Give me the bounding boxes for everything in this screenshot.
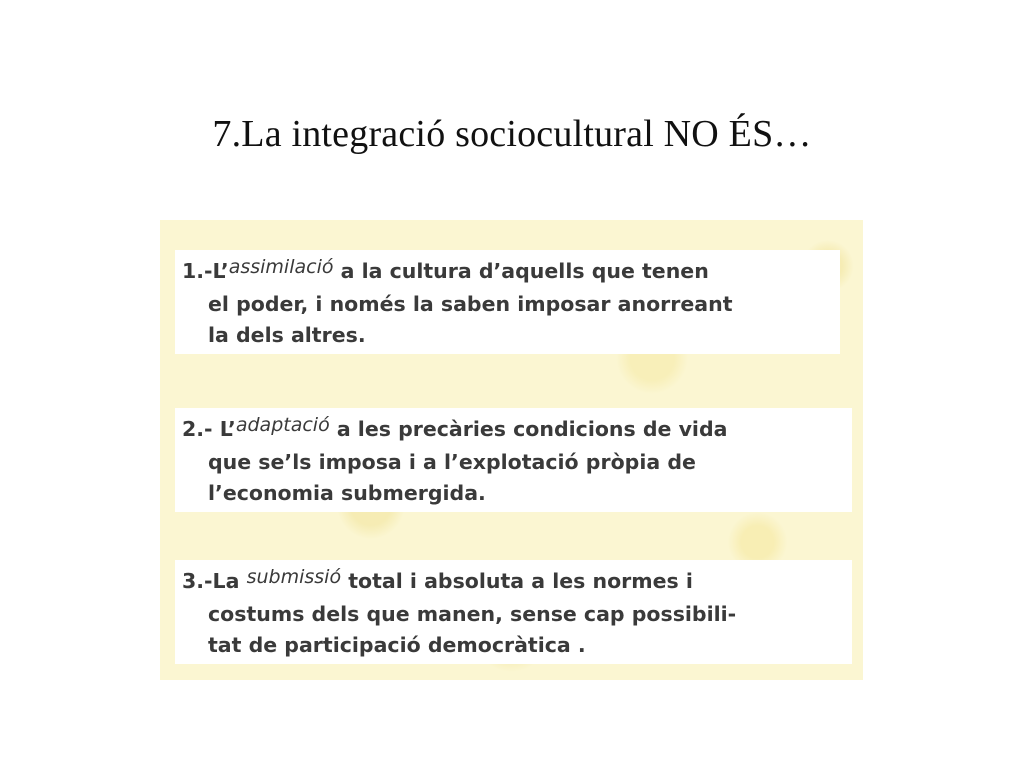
item-line-1 bbox=[182, 566, 852, 599]
item-line-2: que se’ls imposa i a l’explotació pròpia de bbox=[208, 449, 696, 474]
item-line-2: costums dels que manen, sense cap possibili- bbox=[208, 601, 737, 626]
item-line-1 bbox=[182, 256, 840, 289]
item-term: adaptació bbox=[235, 414, 330, 436]
item-line-1 bbox=[182, 414, 852, 447]
list-item-adaptation bbox=[175, 408, 852, 512]
item-line-3: tat de participació democràtica . bbox=[208, 633, 586, 657]
item-prefix: 2.- L’ bbox=[182, 417, 236, 441]
slide-title: 7.La integració sociocultural NO ÉS… bbox=[212, 113, 812, 155]
list-item-assimilation bbox=[175, 250, 840, 354]
content-panel bbox=[160, 220, 863, 680]
item-term: submissió bbox=[246, 566, 342, 588]
item-prefix: 1.-L’ bbox=[182, 259, 229, 283]
item-line-3: la dels altres. bbox=[208, 323, 366, 347]
item-line-1-rest: total i absoluta a les normes i bbox=[341, 569, 693, 593]
item-line-2: el poder, i només la saben imposar anorreant bbox=[208, 291, 733, 316]
item-term: assimilació bbox=[228, 256, 334, 278]
item-line-1-rest: a la cultura d’aquells que tenen bbox=[333, 259, 709, 283]
item-prefix: 3.-La bbox=[182, 569, 247, 593]
list-item-submission bbox=[175, 560, 852, 664]
item-line-3: l’economia submergida. bbox=[208, 481, 486, 505]
item-line-1-rest: a les precàries condicions de vida bbox=[329, 417, 728, 441]
